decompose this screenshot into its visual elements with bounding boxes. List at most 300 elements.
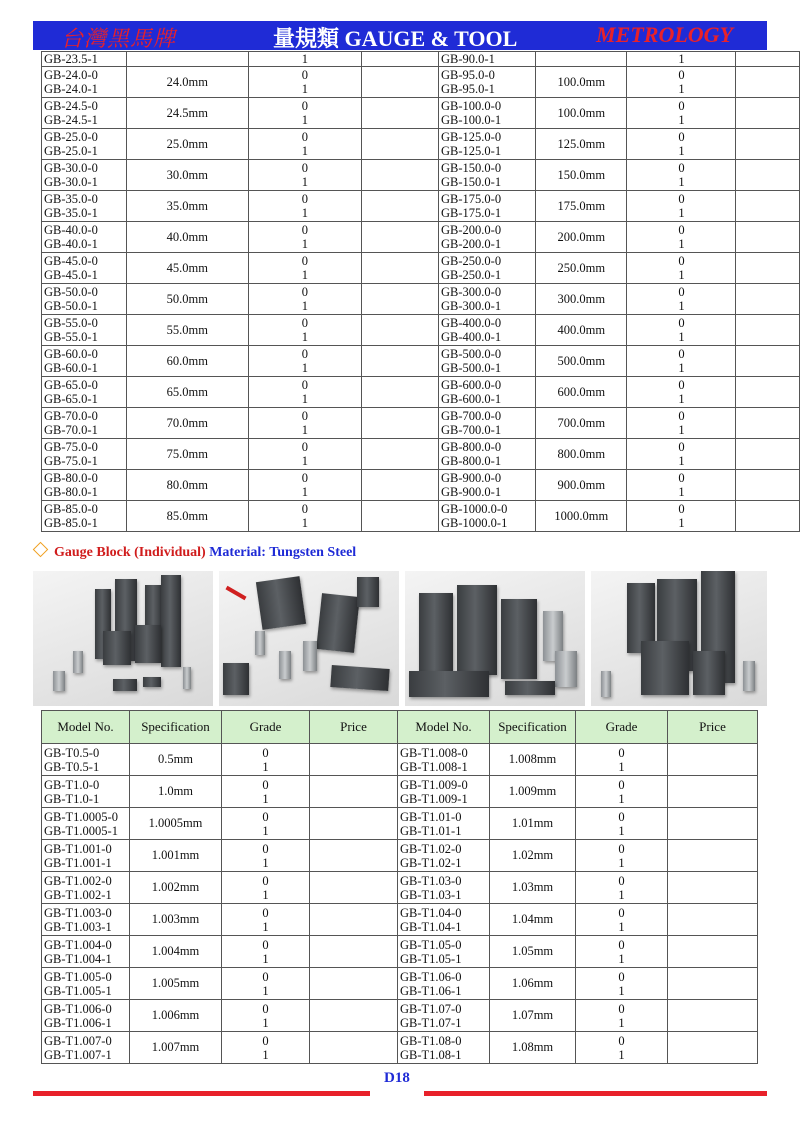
cell-line: 0	[262, 841, 269, 856]
cell-line: 1	[262, 759, 269, 774]
price-cell	[362, 470, 439, 501]
cell-line: GB-50.0-1	[44, 299, 98, 313]
spec-cell: 1.01mm	[490, 808, 576, 840]
cell-line: GB-T1.001-1	[44, 855, 112, 870]
cell-line: 1	[301, 299, 308, 313]
spec-cell: 1.07mm	[490, 1000, 576, 1032]
spec-cell: 1.001mm	[130, 840, 222, 872]
cell-line: 0	[678, 347, 685, 361]
cell-line: 1	[301, 392, 308, 406]
spec-cell: 1.03mm	[490, 872, 576, 904]
model-cell	[439, 284, 536, 315]
spec-cell: 900.0mm	[536, 470, 627, 501]
cell-line: 1	[618, 919, 625, 934]
spec-cell: 400.0mm	[536, 315, 627, 346]
cell-line: GB-95.0-1	[441, 82, 495, 96]
cell-line: 1	[262, 1047, 269, 1062]
spec-cell: 1.003mm	[130, 904, 222, 936]
price-cell	[736, 346, 800, 377]
model-cell	[439, 191, 536, 222]
cell-line: GB-400.0-1	[441, 330, 502, 344]
cell-line: 0	[262, 809, 269, 824]
cell-line: 1	[678, 268, 685, 282]
price-cell	[362, 222, 439, 253]
cell-line: GB-80.0-1	[44, 485, 98, 499]
spec-cell: 80.0mm	[127, 470, 249, 501]
price-cell	[310, 872, 398, 904]
spec-cell: 1.08mm	[490, 1032, 576, 1064]
grade-cell	[248, 284, 362, 315]
spec-cell: 1.05mm	[490, 936, 576, 968]
table-row	[42, 284, 800, 315]
price-cell	[668, 840, 758, 872]
cell-line: GB-125.0-1	[441, 144, 502, 158]
model-cell	[42, 253, 127, 284]
table-row	[42, 67, 800, 98]
grade-cell	[248, 98, 362, 129]
cell-line: 0	[301, 285, 308, 299]
cell-line: 1	[301, 268, 308, 282]
spec-cell: 300.0mm	[536, 284, 627, 315]
spec-cell: 125.0mm	[536, 129, 627, 160]
cell-line: 0	[301, 378, 308, 392]
cell-line: GB-T1.07-1	[400, 1015, 462, 1030]
grade-cell	[248, 470, 362, 501]
price-cell	[668, 744, 758, 776]
cell-line: GB-100.0-0	[441, 99, 502, 113]
spec-cell: 700.0mm	[536, 408, 627, 439]
grade-cell	[627, 129, 736, 160]
cell-line: 1	[262, 919, 269, 934]
footer-rule-left	[33, 1091, 370, 1096]
grade-cell	[627, 470, 736, 501]
price-cell	[362, 346, 439, 377]
cell-line: 0	[678, 440, 685, 454]
table-header-row	[42, 711, 758, 744]
cell-line: 0	[678, 316, 685, 330]
grade-cell	[627, 346, 736, 377]
header-specification: Specification	[130, 711, 222, 744]
grade-cell	[222, 936, 310, 968]
cell-line: 1	[301, 485, 308, 499]
table-row	[42, 936, 758, 968]
model-cell	[42, 1000, 130, 1032]
cell-line: GB-T1.05-1	[400, 951, 462, 966]
table-row	[42, 501, 800, 532]
page-number: D18	[384, 1070, 410, 1086]
footer-rule-right	[424, 1091, 767, 1096]
model-cell	[439, 346, 536, 377]
cell-line: 1	[618, 887, 625, 902]
cell-line: 0	[678, 285, 685, 299]
price-cell	[362, 315, 439, 346]
cell-line: GB-500.0-1	[441, 361, 502, 375]
model-cell	[42, 67, 127, 98]
price-cell	[736, 160, 800, 191]
model-cell	[42, 501, 127, 532]
grade-cell	[222, 872, 310, 904]
cell-line: GB-1000.0-1	[441, 516, 508, 530]
grade-cell	[248, 377, 362, 408]
cell-line: GB-T1.01-1	[400, 823, 462, 838]
cell-line: GB-T0.5-1	[44, 759, 100, 774]
spec-cell: 65.0mm	[127, 377, 249, 408]
cell-line: GB-70.0-0	[44, 409, 98, 423]
cell-line: GB-800.0-1	[441, 454, 502, 468]
grade-cell	[576, 968, 668, 1000]
grade-cell	[248, 67, 362, 98]
cell-line: GB-40.0-1	[44, 237, 98, 251]
cell-line: 0	[618, 905, 625, 920]
cell-line: 1	[678, 175, 685, 189]
cell-line: 0	[618, 777, 625, 792]
price-cell	[310, 968, 398, 1000]
cell-line: 1	[678, 206, 685, 220]
cell-line: 1	[618, 759, 625, 774]
grade-cell	[627, 315, 736, 346]
grade-cell	[222, 1032, 310, 1064]
grade-cell	[627, 98, 736, 129]
cell-line: GB-T0.5-0	[44, 745, 100, 760]
table-row	[42, 904, 758, 936]
cell-line: GB-40.0-0	[44, 223, 98, 237]
cell-line: GB-T1.009-0	[400, 777, 468, 792]
price-cell	[668, 968, 758, 1000]
cell-line: 0	[301, 471, 308, 485]
cell-line: GB-150.0-0	[441, 161, 502, 175]
cell-line: 0	[678, 68, 685, 82]
spec-cell: 175.0mm	[536, 191, 627, 222]
cell-line: 1	[678, 237, 685, 251]
cell-line: 1	[678, 144, 685, 158]
price-cell	[362, 160, 439, 191]
spec-cell: 45.0mm	[127, 253, 249, 284]
table-row	[42, 346, 800, 377]
page-title: 量規類 GAUGE & TOOL	[273, 26, 518, 51]
price-cell	[736, 222, 800, 253]
model-cell	[42, 470, 127, 501]
model-cell	[42, 129, 127, 160]
cell-line: 0	[301, 347, 308, 361]
cell-line: GB-T1.002-1	[44, 887, 112, 902]
cell-line: GB-60.0-0	[44, 347, 98, 361]
price-cell	[736, 129, 800, 160]
cell-line: 0	[262, 745, 269, 760]
spec-cell: 30.0mm	[127, 160, 249, 191]
price-cell	[668, 936, 758, 968]
cell-line: 0	[678, 502, 685, 516]
product-photos	[33, 571, 767, 706]
cell-line: GB-60.0-1	[44, 361, 98, 375]
cell-line: GB-24.5-1	[44, 113, 98, 127]
cell-line: GB-80.0-0	[44, 471, 98, 485]
grade-cell	[576, 1032, 668, 1064]
spec-cell: 85.0mm	[127, 501, 249, 532]
price-cell	[736, 52, 800, 67]
cell-line: 1	[301, 516, 308, 530]
header-specification: Specification	[490, 711, 576, 744]
cell-line: GB-175.0-1	[441, 206, 502, 220]
model-cell	[42, 872, 130, 904]
cell-line: 1	[618, 983, 625, 998]
grade-cell	[222, 808, 310, 840]
table-row	[42, 1032, 758, 1064]
price-cell	[736, 67, 800, 98]
table-row	[42, 129, 800, 160]
cell-line: GB-T1.04-0	[400, 905, 462, 920]
cell-line: GB-T1.0-1	[44, 791, 100, 806]
spec-cell: 60.0mm	[127, 346, 249, 377]
spec-cell: 1.008mm	[490, 744, 576, 776]
price-cell	[362, 253, 439, 284]
cell-line: GB-25.0-0	[44, 130, 98, 144]
cell-line: GB-T1.009-1	[400, 791, 468, 806]
price-cell	[668, 808, 758, 840]
model-cell	[439, 67, 536, 98]
model-cell	[398, 872, 490, 904]
cell-line: GB-1000.0-0	[441, 502, 508, 516]
cell-line: 1	[262, 855, 269, 870]
cell-line: 0	[618, 937, 625, 952]
cell-line: GB-T1.007-0	[44, 1033, 112, 1048]
cell-line: 1	[301, 113, 308, 127]
cell-line: 0	[618, 841, 625, 856]
cell-line: 0	[618, 969, 625, 984]
cell-line: GB-T1.03-1	[400, 887, 462, 902]
cell-line: GB-900.0-1	[441, 485, 502, 499]
brand-name: 台灣黑馬牌	[61, 27, 177, 52]
cell-line: GB-150.0-1	[441, 175, 502, 189]
cell-line: 0	[618, 745, 625, 760]
spec-cell: 1.06mm	[490, 968, 576, 1000]
grade-cell	[248, 253, 362, 284]
header-model-no: Model No.	[42, 711, 130, 744]
cell-line: GB-T1.007-1	[44, 1047, 112, 1062]
table-row	[42, 840, 758, 872]
cell-line: 0	[618, 809, 625, 824]
spec-cell: 25.0mm	[127, 129, 249, 160]
price-cell	[736, 377, 800, 408]
cell-line: GB-65.0-0	[44, 378, 98, 392]
grade-cell	[248, 160, 362, 191]
grade-cell	[576, 808, 668, 840]
cell-line: GB-T1.0005-1	[44, 823, 118, 838]
model-cell	[439, 439, 536, 470]
cell-line: 1	[618, 823, 625, 838]
cell-line: GB-T1.003-1	[44, 919, 112, 934]
spec-cell: 35.0mm	[127, 191, 249, 222]
model-cell	[398, 904, 490, 936]
cell-line: GB-T1.06-1	[400, 983, 462, 998]
model-cell	[398, 968, 490, 1000]
table-row	[42, 470, 800, 501]
cell-line: GB-55.0-1	[44, 330, 98, 344]
spec-cell: 1.002mm	[130, 872, 222, 904]
cell-line: 1	[262, 887, 269, 902]
model-cell	[42, 191, 127, 222]
price-cell	[310, 936, 398, 968]
cell-line: 1	[262, 791, 269, 806]
section-title: Gauge Block (Individual)	[54, 545, 206, 560]
cell-line: GB-T1.02-0	[400, 841, 462, 856]
cell-line: GB-300.0-0	[441, 285, 502, 299]
cell-line: 1	[618, 1047, 625, 1062]
model-cell	[42, 377, 127, 408]
grade-cell	[248, 439, 362, 470]
cell-line: GB-T1.006-1	[44, 1015, 112, 1030]
product-photo-3	[405, 571, 585, 706]
spec-cell: 1.04mm	[490, 904, 576, 936]
cell-line: 1	[678, 82, 685, 96]
cell-line: GB-T1.002-0	[44, 873, 112, 888]
price-cell	[362, 129, 439, 160]
cell-line: 0	[678, 99, 685, 113]
grade-cell	[576, 936, 668, 968]
grade-cell	[627, 191, 736, 222]
spec-cell: 70.0mm	[127, 408, 249, 439]
model-cell	[42, 160, 127, 191]
cell-line: GB-24.5-0	[44, 99, 98, 113]
model-cell	[439, 408, 536, 439]
cell-line: GB-30.0-1	[44, 175, 98, 189]
cell-line: 0	[618, 1001, 625, 1016]
grade-cell	[627, 408, 736, 439]
cell-line: 1	[301, 175, 308, 189]
cell-line: 0	[262, 1001, 269, 1016]
cell-line: 0	[301, 161, 308, 175]
cell-line: 1	[618, 855, 625, 870]
price-cell	[736, 98, 800, 129]
cell-line: 1	[678, 485, 685, 499]
table-row	[42, 808, 758, 840]
grade-cell	[248, 222, 362, 253]
table-row	[42, 253, 800, 284]
cell-line: 0	[262, 777, 269, 792]
model-cell	[439, 160, 536, 191]
spec-cell: 250.0mm	[536, 253, 627, 284]
grade-cell	[248, 191, 362, 222]
price-cell	[736, 253, 800, 284]
cell-line: 1	[678, 361, 685, 375]
table-row	[42, 439, 800, 470]
grade-cell	[248, 408, 362, 439]
grade-cell	[222, 776, 310, 808]
model-cell	[42, 408, 127, 439]
grade-cell	[627, 253, 736, 284]
cell-line: GB-100.0-1	[441, 113, 502, 127]
cell-line: 1	[678, 423, 685, 437]
price-cell	[310, 904, 398, 936]
cell-line: GB-T1.005-0	[44, 969, 112, 984]
cell-line: GB-700.0-0	[441, 409, 502, 423]
cell-line: GB-25.0-1	[44, 144, 98, 158]
price-cell	[362, 501, 439, 532]
model-cell	[398, 936, 490, 968]
cell-line: GB-65.0-1	[44, 392, 98, 406]
spec-cell: 1.007mm	[130, 1032, 222, 1064]
cell-line: 0	[678, 130, 685, 144]
model-cell	[42, 936, 130, 968]
cell-line: GB-45.0-0	[44, 254, 98, 268]
price-cell	[362, 439, 439, 470]
table-row	[42, 968, 758, 1000]
cell-line: 1	[301, 206, 308, 220]
spec-cell: 1.0mm	[130, 776, 222, 808]
cell-line: 0	[678, 471, 685, 485]
table-row	[42, 222, 800, 253]
cell-line: GB-T1.01-0	[400, 809, 462, 824]
price-cell	[736, 191, 800, 222]
model-cell	[42, 315, 127, 346]
cell-line: 1	[618, 951, 625, 966]
grade-cell	[222, 840, 310, 872]
spec-cell: 55.0mm	[127, 315, 249, 346]
price-cell	[310, 744, 398, 776]
header-price: Price	[668, 711, 758, 744]
section-material: Material: Tungsten Steel	[209, 545, 357, 560]
cell-line: 0	[301, 130, 308, 144]
cell-line: 0	[301, 409, 308, 423]
grade-cell	[627, 160, 736, 191]
grade-cell: 1	[627, 52, 736, 67]
cell-line: 1	[301, 144, 308, 158]
cell-line: GB-35.0-0	[44, 192, 98, 206]
cell-line: GB-24.0-0	[44, 68, 98, 82]
model-cell	[42, 904, 130, 936]
spec-cell: 75.0mm	[127, 439, 249, 470]
model-cell	[42, 1032, 130, 1064]
cell-line: 1	[678, 392, 685, 406]
cell-line: 0	[262, 1033, 269, 1048]
price-cell	[362, 52, 439, 67]
table-row	[42, 744, 758, 776]
model-cell	[398, 1000, 490, 1032]
cell-line: GB-50.0-0	[44, 285, 98, 299]
cell-line: GB-900.0-0	[441, 471, 502, 485]
grade-cell	[627, 377, 736, 408]
cell-line: 1	[301, 361, 308, 375]
cell-line: 0	[618, 873, 625, 888]
cell-line: 1	[301, 330, 308, 344]
product-photo-1	[33, 571, 213, 706]
cell-line: GB-35.0-1	[44, 206, 98, 220]
cell-line: 1	[262, 951, 269, 966]
grade-cell	[222, 904, 310, 936]
cell-line: GB-400.0-0	[441, 316, 502, 330]
table-row	[42, 98, 800, 129]
model-cell	[439, 129, 536, 160]
spec-cell: 1.0005mm	[130, 808, 222, 840]
price-cell	[668, 1000, 758, 1032]
header-grade: Grade	[222, 711, 310, 744]
model-cell	[42, 222, 127, 253]
cell-line: GB-85.0-0	[44, 502, 98, 516]
cell-line: 0	[301, 254, 308, 268]
model-cell	[398, 744, 490, 776]
cell-line: 0	[262, 873, 269, 888]
cell-line: 1	[678, 113, 685, 127]
grade-cell	[248, 129, 362, 160]
model-cell	[439, 377, 536, 408]
product-photo-4	[591, 571, 767, 706]
category-label: METROLOGY	[596, 22, 733, 47]
cell-line: GB-500.0-0	[441, 347, 502, 361]
spec-cell: 500.0mm	[536, 346, 627, 377]
spec-cell: 150.0mm	[536, 160, 627, 191]
grade-cell	[248, 315, 362, 346]
model-cell	[42, 744, 130, 776]
model-cell	[42, 776, 130, 808]
